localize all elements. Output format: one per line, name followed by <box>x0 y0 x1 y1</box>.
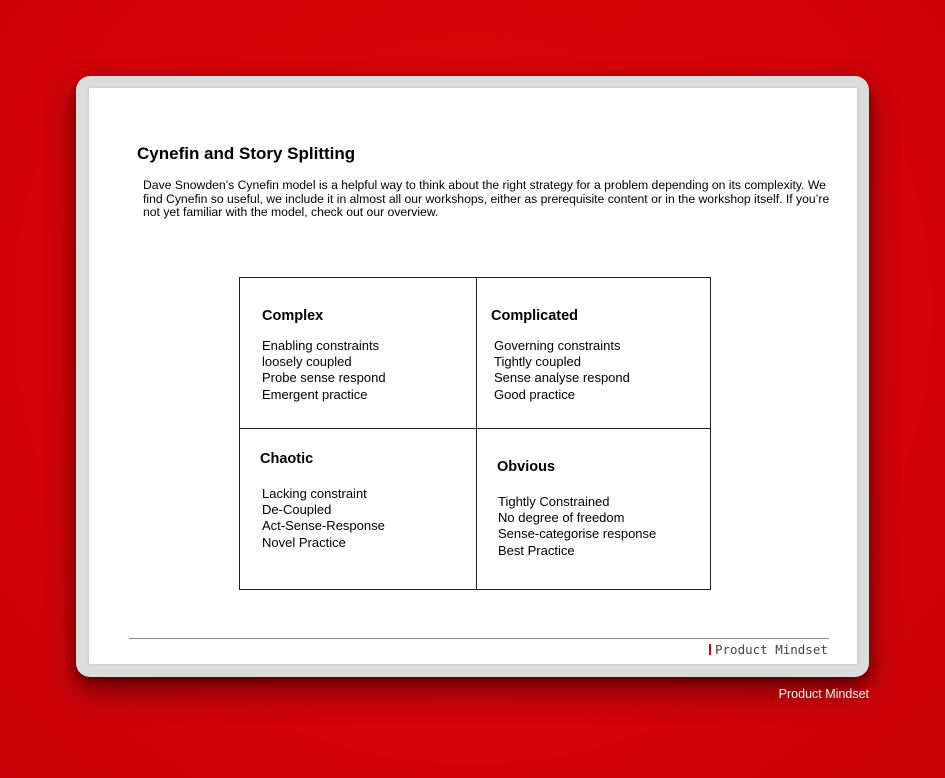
quadrant-title: Chaotic <box>260 451 314 467</box>
list-item: Sense-categorise response <box>498 526 657 542</box>
list-item: Novel Practice <box>262 534 346 550</box>
list-item: Lacking constraint <box>262 486 367 501</box>
intro-paragraph: Dave Snowden’s Cynefin model is a helpful way to think about the right strategy for a problem depending on its complexity. We find Cynefin so useful, we include it in almost all our workshops, either as prerequisite content or in the workshop itself. If you’re not yet familiar with the model, check out our overview. <box>143 178 830 219</box>
list-item: Enabling constraints <box>262 338 380 353</box>
slide <box>89 88 857 664</box>
quadrant-title: Obvious <box>497 459 556 475</box>
list-item: Emergent practice <box>262 386 368 402</box>
list-item: Probe sense respond <box>262 370 386 386</box>
quadrant-complicated-list <box>494 338 630 403</box>
quadrant-complicated <box>491 308 578 324</box>
footer-brand-text: Product Mindset <box>715 642 828 657</box>
matrix-horizontal-divider <box>240 428 710 429</box>
quadrant-title: Complex <box>262 308 324 324</box>
brand-accent-bar <box>709 644 711 655</box>
list-item: loosely coupled <box>262 354 352 370</box>
list-item: No degree of freedom <box>498 510 625 526</box>
list-item: Tightly coupled <box>494 354 581 370</box>
image-caption: Product Mindset <box>778 687 869 701</box>
quadrant-obvious <box>497 459 555 475</box>
cynefin-matrix <box>239 277 711 590</box>
quadrant-complex-list <box>262 338 386 403</box>
quadrant-obvious-list <box>498 494 656 559</box>
list-item: Governing constraints <box>494 338 621 353</box>
list-item: De-Coupled <box>262 502 332 518</box>
slide-frame <box>76 76 869 677</box>
quadrant-chaotic <box>260 451 313 467</box>
slide-title: Cynefin and Story Splitting <box>137 144 356 163</box>
list-item: Sense analyse respond <box>494 370 630 386</box>
quadrant-complex <box>262 308 323 324</box>
quadrant-title: Complicated <box>491 308 579 324</box>
list-item: Tightly Constrained <box>498 494 610 509</box>
matrix-vertical-divider <box>476 278 477 589</box>
list-item: Good practice <box>494 386 575 402</box>
quadrant-chaotic-list <box>262 486 385 551</box>
footer-brand <box>709 642 828 657</box>
list-item: Best Practice <box>498 542 575 558</box>
list-item: Act-Sense-Response <box>262 518 385 534</box>
footer-divider <box>129 638 829 639</box>
